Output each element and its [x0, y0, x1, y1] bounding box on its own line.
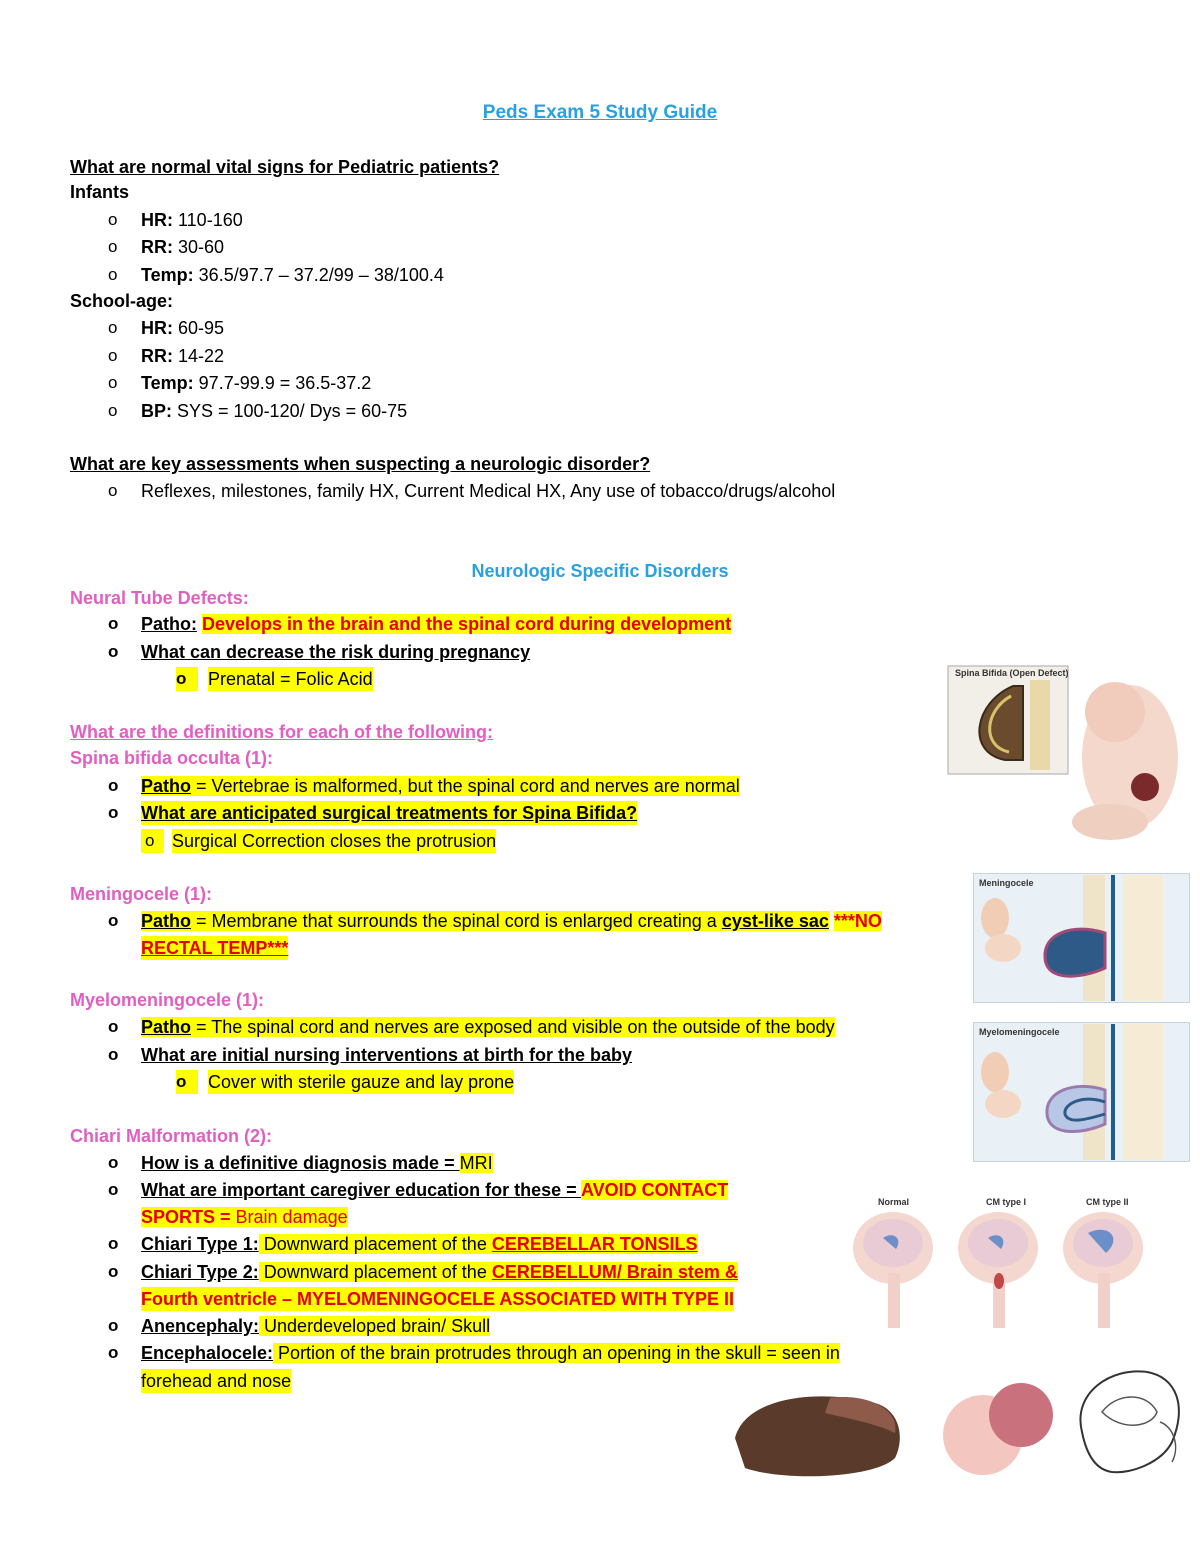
myelo-patho: Patho = The spinal cord and nerves are exposed and visible on the outside of the body: [141, 1017, 835, 1037]
chiari-education-cont: SPORTS = Brain damage: [141, 1207, 348, 1227]
bullet: o: [108, 210, 118, 229]
school-temp: Temp: 97.7-99.9 = 36.5-37.2: [141, 373, 372, 393]
bullet: o: [108, 1017, 119, 1036]
section-title: Neurologic Specific Disorders: [471, 561, 729, 581]
bullet: o: [108, 614, 119, 633]
school-label: School-age:: [70, 291, 174, 311]
ntd-heading: Neural Tube Defects:: [70, 588, 249, 608]
infant-hr: HR: 110-160: [141, 210, 243, 230]
bullet: o: [108, 1180, 119, 1199]
sbo-patho: Patho = Vertebrae is malformed, but the spinal cord and nerves are normal: [141, 776, 740, 796]
svg-text:Meningocele: Meningocele: [979, 878, 1034, 888]
myelo-heading: Myelomeningocele (1):: [70, 990, 265, 1010]
bullet: o: [108, 1262, 119, 1281]
bullet: o: [108, 803, 119, 822]
anencephaly: Anencephaly: Underdeveloped brain/ Skull: [141, 1316, 491, 1336]
school-rr: RR: 14-22: [141, 346, 225, 366]
bullet: o: [108, 481, 118, 500]
chiari-type2: Chiari Type 2: Downward placement of the CEREBELLUM/ Brain stem &: [141, 1262, 738, 1282]
chiari-type1: Chiari Type 1: Downward placement of the CEREBELLAR TONSILS: [141, 1234, 698, 1254]
meningocele-figure: [973, 873, 1190, 1003]
bullet: o: [108, 642, 119, 661]
sbo-surgical-question: What are anticipated surgical treatments for Spina Bifida?: [141, 803, 638, 823]
bullet: o: [176, 1070, 198, 1094]
ntd-risk-answer: Prenatal = Folic Acid: [208, 669, 373, 689]
encephalocele: Encephalocele: Portion of the brain protrudes through an opening in the skull = seen in: [141, 1343, 840, 1363]
school-hr: HR: 60-95: [141, 318, 225, 338]
svg-text:CM type I: CM type I: [986, 1197, 1027, 1207]
chiari-figure: [848, 1193, 1190, 1333]
chiari-normal-head: [853, 1212, 933, 1328]
bullet: o: [108, 1153, 119, 1172]
bullet: o: [108, 318, 118, 337]
chiari-type1-head: [958, 1212, 1038, 1328]
infants-label: Infants: [70, 182, 130, 202]
encephalocele-cont: forehead and nose: [141, 1371, 292, 1391]
svg-text:Normal: Normal: [878, 1197, 910, 1207]
bullet: o: [108, 1343, 119, 1362]
bullet: o: [141, 829, 164, 853]
bullet: o: [108, 237, 118, 256]
chiari-education: What are important caregiver education for these = AVOID CONTACT: [141, 1180, 729, 1200]
page-title: Peds Exam 5 Study Guide: [482, 102, 718, 123]
myelo-interventions-question: What are initial nursing interventions at birth for the baby: [141, 1045, 633, 1065]
neuro-question: What are key assessments when suspecting a neurologic disorder?: [70, 454, 651, 474]
infant-rr: RR: 30-60: [141, 237, 225, 257]
school-bp: BP: SYS = 100-120/ Dys = 60-75: [141, 401, 408, 421]
svg-text:Spina Bifida (Open Defect): Spina Bifida (Open Defect): [955, 668, 1069, 678]
meningocele-patho-cont: RECTAL TEMP***: [141, 938, 289, 958]
neuro-answer: Reflexes, milestones, family HX, Current Medical HX, Any use of tobacco/drugs/alcohol: [141, 481, 836, 501]
bullet: o: [108, 401, 118, 420]
bullet: o: [108, 1316, 119, 1335]
vitals-question: What are normal vital signs for Pediatric patients?: [70, 157, 500, 177]
chiari-heading: Chiari Malformation (2):: [70, 1126, 273, 1146]
definitions-heading: What are the definitions for each of the following:: [70, 722, 493, 742]
bullet: o: [108, 373, 118, 392]
bullet: o: [108, 265, 118, 284]
ntd-risk-question: What can decrease the risk during pregnancy: [141, 642, 531, 662]
bullet: o: [108, 1045, 119, 1064]
chiari-type2-cont: Fourth ventricle – MYELOMENINGOCELE ASSOCIATED WITH TYPE II: [141, 1289, 735, 1309]
encephalocele-figure: [933, 1360, 1055, 1480]
svg-text:CM type II: CM type II: [1086, 1197, 1129, 1207]
chiari-type2-head: [1063, 1212, 1143, 1328]
spina-bifida-figure: [905, 662, 1190, 847]
sbo-surgical-answer: Surgical Correction closes the protrusion: [172, 831, 497, 851]
bullet: o: [108, 346, 118, 365]
sbo-heading: Spina bifida occulta (1):: [70, 748, 274, 768]
skull-figure: [1062, 1362, 1192, 1482]
anencephaly-figure: [725, 1378, 910, 1483]
bullet: o: [108, 1234, 119, 1253]
chiari-diagnosis: How is a definitive diagnosis made = MRI: [141, 1153, 493, 1173]
meningocele-heading: Meningocele (1):: [70, 884, 213, 904]
bullet: o: [108, 911, 119, 930]
meningocele-patho: Patho = Membrane that surrounds the spinal cord is enlarged creating a cyst-like sac ***NO: [141, 911, 882, 931]
bullet: o: [108, 776, 119, 795]
myelo-interventions-answer: Cover with sterile gauze and lay prone: [208, 1072, 515, 1092]
infant-temp: Temp: 36.5/97.7 – 37.2/99 – 38/100.4: [141, 265, 444, 285]
myelomeningocele-figure: [973, 1022, 1190, 1162]
bullet: o: [176, 667, 198, 691]
svg-text:Myelomeningocele: Myelomeningocele: [979, 1027, 1060, 1037]
ntd-patho: Patho: Develops in the brain and the spinal cord during development: [141, 614, 732, 634]
